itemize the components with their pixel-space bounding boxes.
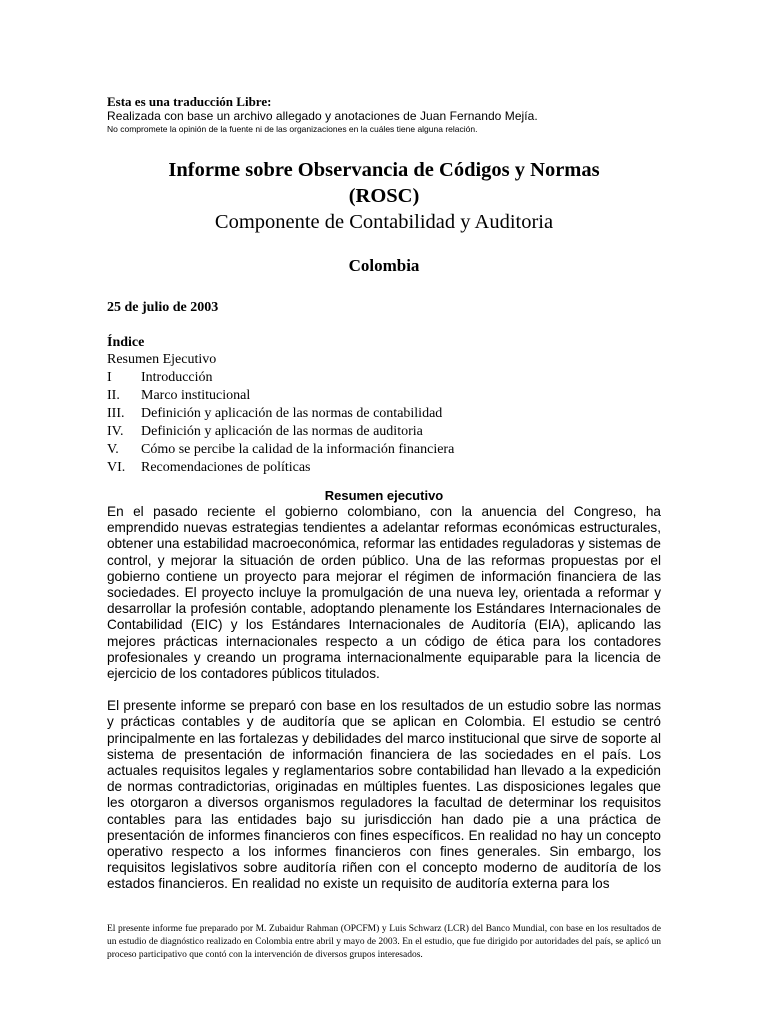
document-subtitle: Componente de Contabilidad y Auditoria [214,211,554,233]
index-item [107,405,661,423]
index-item-label: Recomendaciones de políticas [141,460,311,475]
index-item-number: III. [107,406,125,421]
index-list [107,351,661,477]
document-title-line2: (ROSC) [348,185,420,207]
footnote: El presente informe fue preparado por M. Zubaidur Rahman (OPCFM) y Luis Schwarz (LCR) del Banco Mundial, con base en los resultados de un estudio de diagnóstico realizado en Colombia entre abril y mayo de 2003. En el estudio, que fue dirigido por autoridades del país, se aplicó un proceso participativo que contó con la intervención de diversos grupos interesados. [107,924,661,960]
index-item-label: Definición y aplicación de las normas de auditoria [141,424,423,439]
executive-summary-heading: Resumen ejecutivo [324,488,444,503]
index-item-number: II. [107,388,120,403]
index-item-label: Cómo se percibe la calidad de la información financiera [141,442,455,457]
index-item-number: IV. [107,424,124,439]
document-page [107,94,661,893]
index-title: Índice [107,335,145,350]
translation-note-line1: Realizada con base un archivo allegado y anotaciones de Juan Fernando Mejía. [107,109,538,123]
index-item [107,387,661,405]
country-heading: Colombia [348,256,420,275]
translation-note-title: Esta es una traducción Libre: [107,94,272,109]
document-title [107,157,661,209]
index-item-number: VI. [107,460,126,475]
index-item [107,369,661,387]
document-title-line1: Informe sobre Observancia de Códigos y Normas [168,159,600,181]
document-date: 25 de julio de 2003 [107,300,219,315]
index-item-number: I [107,370,112,385]
index-item [107,459,661,477]
index-item-number: V. [107,442,119,457]
index-item-label: Introducción [141,370,213,385]
summary-paragraph-2: El presente informe se preparó con base en los resultados de un estudio sobre las normas y prácticas contables y de auditoría que se aplican en Colombia. El estudio se centró principalmente en las fortalezas y debilidades del marco institucional que sirve de soporte al sistema de presentación de información financiera de las sociedades en el país. Los actuales requisitos legales y reglamentarios sobre contabilidad han llevado a la expedición de normas contradictorias, originadas en múltiples fuentes. Las disposiciones legales que les otorgaron a diversos organismos reguladores la facultad de determinar los requisitos contables para las entidades bajo su jurisdicción han dado pie a una práctica de presentación de informes financieros con fines específicos. En realidad no hay un concepto operativo respecto a los informes financieros con fines generales. Sin embargo, los requisitos legislativos sobre auditoría riñen con el concepto moderno de auditoría de los estados financieros. En realidad no existe un requisito de auditoría externa para los [107,698,661,892]
index-item [107,423,661,441]
translation-note-disclaimer: No compromete la opinión de la fuente ni de las organizaciones en la cuáles tiene alguna relación. [107,124,478,134]
index-item [107,441,661,459]
index-item-label: Definición y aplicación de las normas de contabilidad [141,406,443,421]
summary-paragraph-1: En el pasado reciente el gobierno colombiano, con la anuencia del Congreso, ha emprendido nuevas estrategias tendientes a adelantar reformas económicas estructurales, obtener una estabilidad macroeconómica, reformar las entidades reguladoras y sistemas de control, y mejorar la situación de orden público. Una de las reformas propuestas por el gobierno contiene un proyecto para mejorar el régimen de información financiera de las sociedades. El proyecto incluye la promulgación de una nueva ley, orientada a reformar y desarrollar la profesión contable, adoptando plenamente los Estándares Internacionales de Contabilidad (EIC) y los Estándares Internacionales de Auditoría (EIA), aplicando las mejores prácticas internacionales respecto a un código de ética para los contadores profesionales y creando un programa internacionalmente equiparable para la licencia de ejercicio de los contadores públicos titulados. [107,504,661,682]
index-item-label: Marco institucional [141,388,251,403]
index-item-executive-summary: Resumen Ejecutivo [107,352,217,367]
